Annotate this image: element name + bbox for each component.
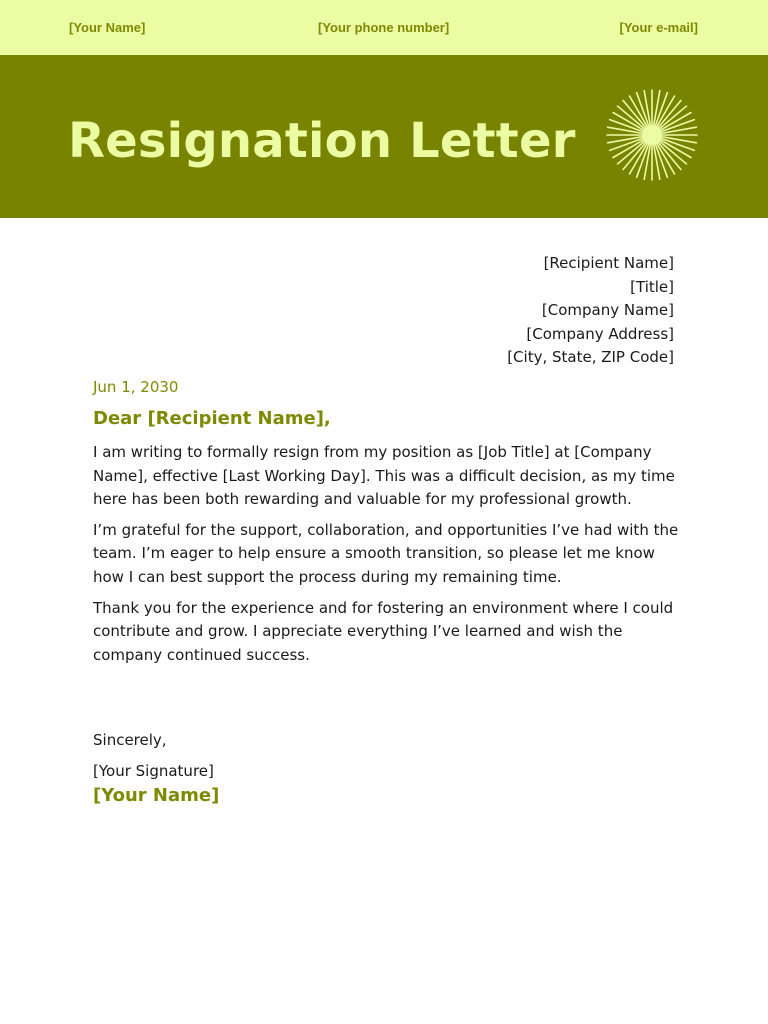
salutation: Dear [Recipient Name], [93, 408, 331, 429]
signer-name: [Your Name] [93, 785, 220, 806]
recipient-block [507, 252, 674, 370]
recipient-city: [City, State, ZIP Code] [507, 348, 674, 367]
page-title: Resignation Letter [68, 113, 576, 169]
header-name: [Your Name] [69, 20, 146, 35]
header-email: [Your e-mail] [619, 20, 698, 35]
recipient-company: [Company Name] [541, 301, 674, 320]
recipient-name: [Recipient Name] [543, 254, 674, 272]
body-paragraph: Thank you for the experience and for fostering an environment where I could contribute and grow. I appreciate everything I’ve learned and wish the company continued success. [93, 598, 674, 664]
sunburst-center [643, 126, 661, 144]
letter-body [93, 441, 683, 674]
signature: [Your Signature] [93, 762, 214, 780]
header-phone: [Your phone number] [318, 20, 450, 35]
recipient-address: [Company Address] [526, 324, 674, 343]
body-paragraph: I’m grateful for the support, collaboration, and opportunities I’ve had with the team. I’m eager to help ensure a smooth transition, so please let me know how I can best support the process during my remaining time. [93, 520, 679, 586]
letter-date: Jun 1, 2030 [93, 378, 179, 396]
body-paragraph: I am writing to formally resign from my position as [Job Title] at [Company Name], effective [Last Working Day]. This was a difficult decision, as my time here has been both rewarding and valuable for my professional growth. [93, 443, 675, 509]
closing: Sincerely, [93, 731, 167, 749]
contact-bar [0, 0, 768, 55]
recipient-title: [Title] [630, 277, 674, 296]
sunburst-icon [604, 89, 700, 181]
